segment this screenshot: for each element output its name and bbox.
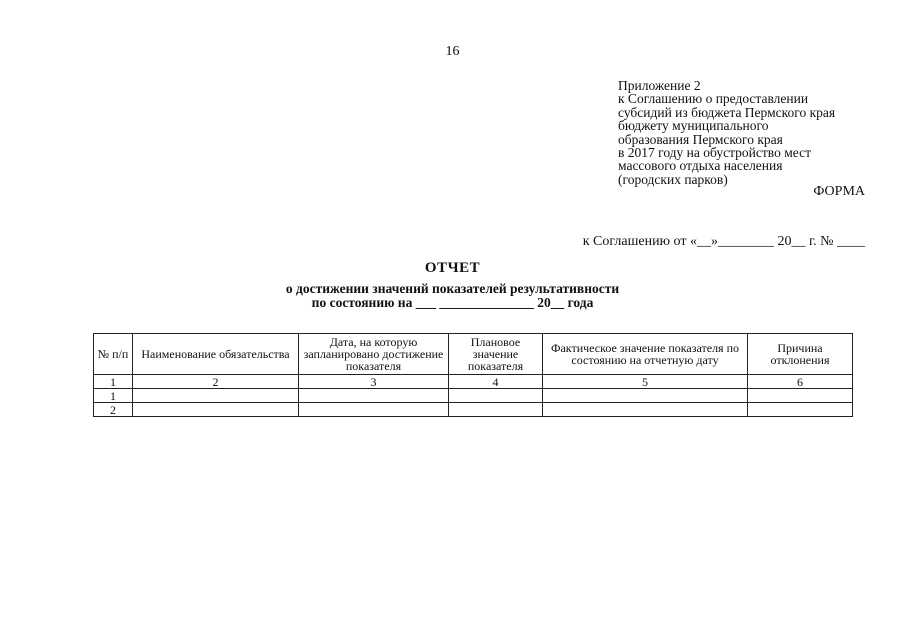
appendix-line: образования Пермского края <box>618 131 783 147</box>
column-header-actual-value: Фактическое значение показателя по состоянию на отчетную дату <box>543 334 748 375</box>
table-cell <box>133 389 299 403</box>
column-number: 2 <box>133 375 299 389</box>
table-cell <box>543 403 748 417</box>
table-header-row <box>94 334 853 375</box>
table-cell <box>299 389 449 403</box>
table-cell: 2 <box>94 403 133 417</box>
column-number: 4 <box>449 375 543 389</box>
table-cell <box>449 403 543 417</box>
appendix-line: к Соглашению о предоставлении <box>618 91 809 107</box>
appendix-line: в 2017 году на обустройство мест <box>618 145 811 161</box>
form-label: ФОРМА <box>813 184 865 199</box>
appendix-line: субсидий из бюджета Пермского края <box>618 104 836 120</box>
appendix-line: Приложение 2 <box>618 78 701 93</box>
table-cell <box>543 389 748 403</box>
table-cell: 1 <box>94 389 133 403</box>
column-number: 3 <box>299 375 449 389</box>
appendix-line: бюджету муниципального <box>618 118 769 134</box>
report-subtitle-line: по состоянию на ___ ______________ 20__ года <box>311 294 594 310</box>
table-cell <box>133 403 299 417</box>
page-number: 16 <box>445 44 460 59</box>
column-number: 1 <box>94 375 133 389</box>
column-numbers-row <box>94 375 853 389</box>
report-title: ОТЧЕТ <box>424 260 481 276</box>
report-table <box>93 333 853 417</box>
table-row <box>94 389 853 403</box>
appendix-line: (городских парков) <box>618 171 728 187</box>
table-cell <box>748 389 853 403</box>
column-header-planned-date: Дата, на которую запланировано достижение показателя <box>299 334 449 375</box>
report-subtitle-line: о достижении значений показателей результативности <box>285 281 620 296</box>
column-number: 6 <box>748 375 853 389</box>
table-cell <box>748 403 853 417</box>
table-cell <box>299 403 449 417</box>
column-header-deviation-reason: Причина отклонения <box>748 334 853 375</box>
table-cell <box>449 389 543 403</box>
appendix-block <box>618 79 868 186</box>
column-number: 5 <box>543 375 748 389</box>
appendix-line: массового отдыха населения <box>618 158 783 174</box>
column-header-planned-value: Плановое значение показателя <box>449 334 543 375</box>
column-header-obligation: Наименование обязательства <box>133 334 299 375</box>
agreement-reference: к Соглашению от «__»________ 20__ г. № ____ <box>582 234 865 249</box>
table-row <box>94 403 853 417</box>
column-header-number: № п/п <box>94 334 133 375</box>
report-subtitle <box>0 282 905 309</box>
